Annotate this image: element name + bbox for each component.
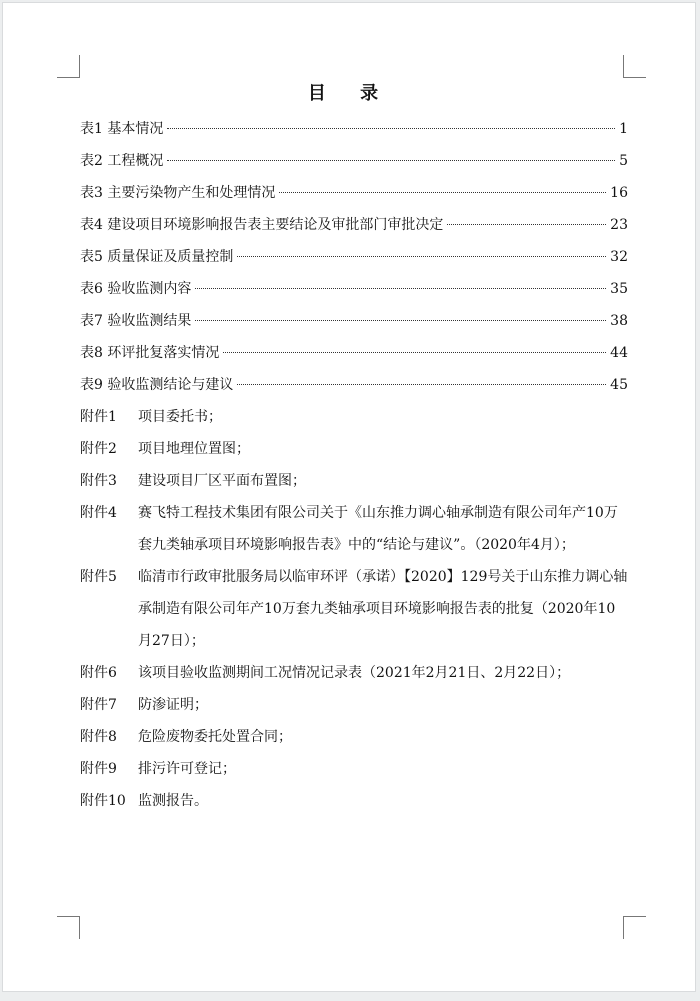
attachment-item <box>80 465 628 497</box>
toc-entry[interactable] <box>80 145 628 177</box>
attachment-item <box>80 561 628 657</box>
toc-leader-dots <box>195 287 606 289</box>
toc-entry-page: 38 <box>610 313 628 329</box>
toc-entry-label: 表2 工程概况 <box>80 153 164 169</box>
toc-entry-page: 5 <box>619 153 628 169</box>
attachment-text: 项目委托书； <box>138 409 222 425</box>
toc-leader-dots <box>447 223 606 225</box>
attachment-text: 建设项目厂区平面布置图； <box>138 473 306 489</box>
attachment-label: 附件6 <box>80 665 117 681</box>
attachment-item <box>80 753 628 785</box>
attachment-label: 附件2 <box>80 441 117 457</box>
toc-entry-label: 表7 验收监测结果 <box>80 313 192 329</box>
toc-leader-dots <box>167 127 615 129</box>
toc-entry-label: 表6 验收监测内容 <box>80 281 192 297</box>
crop-mark-top-right <box>623 55 646 78</box>
toc-entry[interactable] <box>80 177 628 209</box>
attachment-label: 附件3 <box>80 473 117 489</box>
attachment-item <box>80 401 628 433</box>
attachment-list <box>80 401 628 817</box>
toc-leader-dots <box>237 383 606 385</box>
document-page <box>2 2 696 992</box>
attachment-label: 附件5 <box>80 569 117 585</box>
attachment-item <box>80 721 628 753</box>
attachment-text: 防渗证明； <box>138 697 208 713</box>
attachment-label: 附件1 <box>80 409 117 425</box>
toc-leader-dots <box>223 351 606 353</box>
page-title: 目 录 <box>307 83 393 104</box>
toc-entry[interactable] <box>80 113 628 145</box>
toc-entry[interactable] <box>80 241 628 273</box>
crop-mark-bottom-left <box>57 916 80 939</box>
toc-entry-label: 表9 验收监测结论与建议 <box>80 377 234 393</box>
toc-leader-dots <box>167 159 615 161</box>
attachment-text: 危险废物委托处置合同； <box>138 729 292 745</box>
toc-entry-label: 表1 基本情况 <box>80 121 164 137</box>
attachment-label: 附件10 <box>80 793 126 809</box>
toc-entry-label: 表4 建设项目环境影响报告表主要结论及审批部门审批决定 <box>80 217 444 233</box>
attachment-item <box>80 657 628 689</box>
toc-entry-page: 44 <box>610 345 628 361</box>
crop-mark-bottom-right <box>623 916 646 939</box>
toc-leader-dots <box>279 191 606 193</box>
attachment-label: 附件4 <box>80 505 117 521</box>
toc-entry[interactable] <box>80 337 628 369</box>
toc-entry-label: 表3 主要污染物产生和处理情况 <box>80 185 276 201</box>
attachment-label: 附件8 <box>80 729 117 745</box>
toc-entry-page: 1 <box>619 121 628 137</box>
toc-entry-page: 35 <box>610 281 628 297</box>
toc-leader-dots <box>237 255 606 257</box>
toc-entry-label: 表8 环评批复落实情况 <box>80 345 220 361</box>
attachment-label: 附件9 <box>80 761 117 777</box>
attachment-text: 排污许可登记； <box>138 761 236 777</box>
crop-mark-top-left <box>57 55 80 78</box>
attachment-text: 临清市行政审批服务局以临审环评（承诺）【2020】129号关于山东推力调心轴承制造有限公司年产10万套九类轴承项目环境影响报告表的批复（2020年10月27日）； <box>138 569 628 649</box>
toc-entry-page: 16 <box>610 185 628 201</box>
attachment-item <box>80 689 628 721</box>
attachment-item <box>80 433 628 465</box>
attachment-label: 附件7 <box>80 697 117 713</box>
attachment-text: 监测报告。 <box>138 793 208 809</box>
attachment-text: 该项目验收监测期间工况情况记录表（2021年2月21日、2月22日）； <box>138 665 571 681</box>
toc-entry[interactable] <box>80 305 628 337</box>
attachment-item <box>80 785 628 817</box>
toc-entry-page: 23 <box>610 217 628 233</box>
attachment-text: 项目地理位置图； <box>138 441 250 457</box>
toc-entry-page: 45 <box>610 377 628 393</box>
toc-entry[interactable] <box>80 209 628 241</box>
toc-entry-page: 32 <box>610 249 628 265</box>
attachment-item <box>80 497 628 561</box>
toc-entry[interactable] <box>80 369 628 401</box>
toc-leader-dots <box>195 319 606 321</box>
attachment-text: 赛飞特工程技术集团有限公司关于《山东推力调心轴承制造有限公司年产10万套九类轴承项目环境影响报告表》中的“结论与建议”。（2020年4月）； <box>138 505 618 553</box>
toc-entry-label: 表5 质量保证及质量控制 <box>80 249 234 265</box>
table-of-contents <box>80 113 628 401</box>
toc-entry[interactable] <box>80 273 628 305</box>
